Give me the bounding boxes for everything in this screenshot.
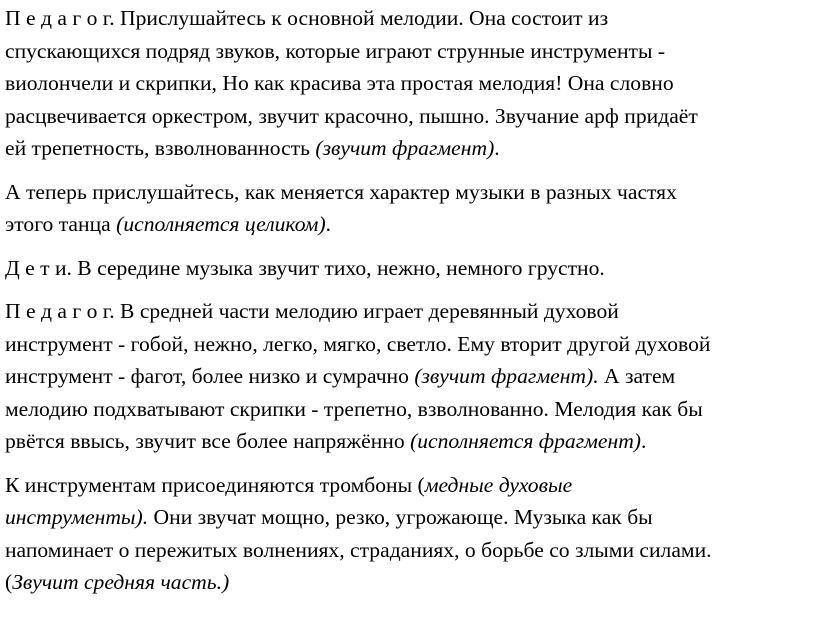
line-text: К инструментам присоединяются тромбоны (: [5, 472, 425, 497]
text-line: [5, 67, 816, 100]
line-text: расцвечивается оркестром, звучит красочно, пышно. Звучание арф придаёт: [5, 103, 698, 128]
stage-direction: (исполняется целиком): [116, 212, 326, 236]
line-text: ей трепетность, взволнованность: [5, 136, 316, 160]
line-text: А затем: [598, 364, 676, 388]
line-text: этого танца: [5, 212, 117, 236]
text-line: [5, 328, 816, 361]
paragraph-listen-changes: [5, 176, 816, 241]
text-line: [5, 534, 816, 567]
text-line: [5, 393, 816, 426]
document-page: [0, 2, 816, 624]
line-text: мелодию подхватывают скрипки - трепетно, взволнованно. Мелодия как бы: [5, 396, 703, 421]
line-text: (: [5, 570, 13, 594]
line-text: инструмент - гобой, нежно, легко, мягко, светло. Ему вторит другой духовой: [5, 331, 711, 356]
text-line: [5, 469, 816, 502]
text-line: [5, 501, 816, 534]
line-text: напоминает о пережитых волнениях, страданиях, о борьбе со злыми силами.: [5, 537, 712, 562]
paragraph-children: [5, 252, 816, 285]
speaker-label: П е д а г о г.: [5, 299, 115, 323]
line-text: В средней части мелодию играет деревянный духовой: [114, 299, 619, 323]
text-line: [5, 566, 816, 599]
stage-direction: (исполняется фрагмент): [410, 429, 641, 453]
line-text: рвётся ввысь, звучит все более напряжённо: [5, 429, 411, 453]
speaker-label: П е д а г о г.: [5, 6, 115, 30]
text-line: [5, 208, 816, 241]
text-line: [5, 360, 816, 393]
stage-direction: инструменты).: [5, 505, 149, 529]
paragraph-trombones: [5, 469, 816, 599]
line-text: .: [325, 212, 332, 236]
paragraph-teacher-intro: [5, 2, 816, 165]
line-text: .: [494, 136, 500, 160]
text-line: [5, 35, 816, 68]
text-line: [5, 2, 816, 35]
text-line: [5, 252, 816, 285]
text-line: [5, 176, 816, 209]
line-text: инструмент - фагот, более низко и сумрачно: [5, 364, 415, 388]
stage-direction: медные духовые: [424, 472, 573, 497]
stage-direction: Звучит средняя часть.): [12, 570, 230, 594]
text-line: [5, 100, 816, 133]
stage-direction: (звучит фрагмент).: [414, 364, 599, 388]
speaker-label: Д е т и.: [5, 255, 72, 280]
paragraph-teacher-middle: [5, 295, 816, 458]
line-text: .: [640, 429, 647, 453]
line-text: Прислушайтесь к основной мелодии. Она состоит из: [114, 6, 609, 30]
line-text: Они звучат мощно, резко, угрожающе. Музыка как бы: [148, 505, 653, 529]
stage-direction: (звучит фрагмент): [315, 136, 495, 160]
line-text: А теперь прислушайтесь, как меняется характер музыки в разных частях: [5, 179, 677, 204]
text-line: [5, 132, 816, 165]
line-text: виолончели и скрипки, Но как красива эта простая мелодия! Она словно: [5, 71, 674, 95]
text-line: [5, 295, 816, 328]
line-text: В середине музыка звучит тихо, нежно, немного грустно.: [71, 255, 605, 280]
text-line: [5, 425, 816, 458]
line-text: спускающихся подряд звуков, которые играют струнные инструменты -: [5, 38, 666, 63]
